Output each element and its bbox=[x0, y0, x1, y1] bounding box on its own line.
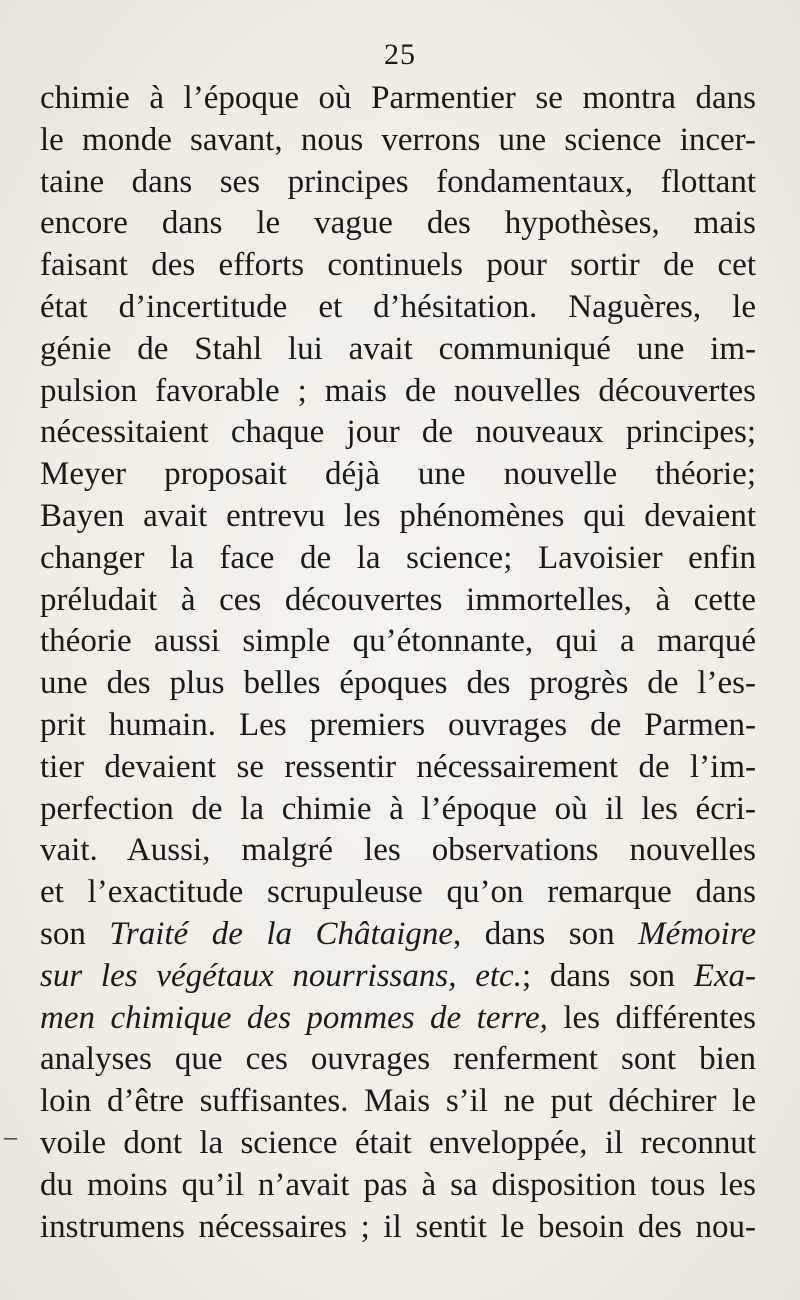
line-text: faisant des efforts continuels pour sortir de cet bbox=[40, 247, 756, 284]
italic-title-text: Exa- bbox=[693, 957, 756, 994]
text-line bbox=[40, 872, 756, 914]
text-line bbox=[40, 580, 756, 622]
text-line bbox=[40, 914, 756, 956]
line-text: ; dans son bbox=[521, 957, 694, 994]
margin-mark: – bbox=[4, 1122, 17, 1151]
text-line bbox=[40, 78, 756, 120]
text-line bbox=[40, 705, 756, 747]
text-line bbox=[40, 203, 756, 245]
text-line bbox=[40, 496, 756, 538]
line-text: loin d’être suffisantes. Mais s’il ne put déchirer le bbox=[40, 1083, 756, 1120]
line-text: voile dont la science était enveloppée, il reconnut bbox=[40, 1124, 756, 1161]
text-line bbox=[40, 538, 756, 580]
line-text: , dans son bbox=[453, 915, 639, 952]
italic-title-text: sur les végétaux nourrissans, etc. bbox=[40, 957, 522, 994]
text-line bbox=[40, 747, 756, 789]
text-line bbox=[40, 287, 756, 329]
text-line bbox=[40, 412, 756, 454]
line-text: état d’incertitude et d’hésitation. Naguères, le bbox=[40, 288, 756, 325]
text-line bbox=[40, 1039, 756, 1081]
line-text: génie de Stahl lui avait communiqué une im- bbox=[40, 330, 756, 367]
body-text bbox=[40, 78, 756, 1248]
text-line bbox=[40, 621, 756, 663]
line-text: son bbox=[40, 915, 110, 952]
text-line bbox=[40, 789, 756, 831]
text-line bbox=[40, 162, 756, 204]
line-text: le monde savant, nous verrons une science incer- bbox=[40, 121, 756, 158]
line-text: nécessitaient chaque jour de nouveaux principes; bbox=[40, 414, 756, 451]
text-line bbox=[40, 1123, 756, 1165]
italic-title-text: Traité de la Châtaigne bbox=[109, 915, 454, 952]
text-line bbox=[40, 1207, 756, 1249]
line-text: encore dans le vague des hypothèses, mais bbox=[40, 205, 756, 242]
line-text: vait. Aussi, malgré les observations nouvelles bbox=[40, 832, 756, 869]
line-text: tier devaient se ressentir nécessairement de l’im- bbox=[40, 748, 756, 785]
text-line bbox=[40, 120, 756, 162]
text-line bbox=[40, 329, 756, 371]
line-text: instrumens nécessaires ; il sentit le besoin des nou- bbox=[40, 1208, 756, 1245]
line-text: analyses que ces ouvrages renferment sont bien bbox=[40, 1041, 756, 1078]
line-text: pulsion favorable ; mais de nouvelles découvertes bbox=[40, 372, 756, 409]
line-text: théorie aussi simple qu’étonnante, qui a marqué bbox=[40, 623, 756, 660]
italic-title-text: men chimique des pommes de terre, bbox=[40, 999, 548, 1036]
line-text: changer la face de la science; Lavoisier enfin bbox=[40, 539, 756, 576]
line-text: Bayen avait entrevu les phénomènes qui devaient bbox=[40, 497, 756, 534]
text-line bbox=[40, 245, 756, 287]
text-line bbox=[40, 1081, 756, 1123]
line-text: préludait à ces découvertes immortelles, à cette bbox=[40, 581, 756, 618]
line-text: taine dans ses principes fondamentaux, flottant bbox=[40, 163, 756, 200]
page-number: 25 bbox=[384, 38, 416, 71]
line-text: une des plus belles époques des progrès de l’es- bbox=[40, 665, 756, 702]
line-text: chimie à l’époque où Parmentier se montra dans bbox=[40, 80, 756, 116]
text-line bbox=[40, 998, 756, 1040]
text-line bbox=[40, 1165, 756, 1207]
line-text: perfection de la chimie à l’époque où il les écri- bbox=[40, 790, 756, 827]
italic-title-text: Mémoire bbox=[638, 915, 756, 952]
line-text: Meyer proposait déjà une nouvelle théorie; bbox=[40, 456, 756, 493]
line-text: et l’exactitude scrupuleuse qu’on remarque dans bbox=[40, 874, 756, 911]
line-text: du moins qu’il n’avait pas à sa disposition tous les bbox=[40, 1166, 756, 1203]
text-line bbox=[40, 830, 756, 872]
text-line bbox=[40, 371, 756, 413]
text-line bbox=[40, 454, 756, 496]
text-line bbox=[40, 956, 756, 998]
line-text: prit humain. Les premiers ouvrages de Parmen- bbox=[40, 706, 756, 743]
line-text: les différentes bbox=[547, 999, 756, 1036]
text-line bbox=[40, 663, 756, 705]
